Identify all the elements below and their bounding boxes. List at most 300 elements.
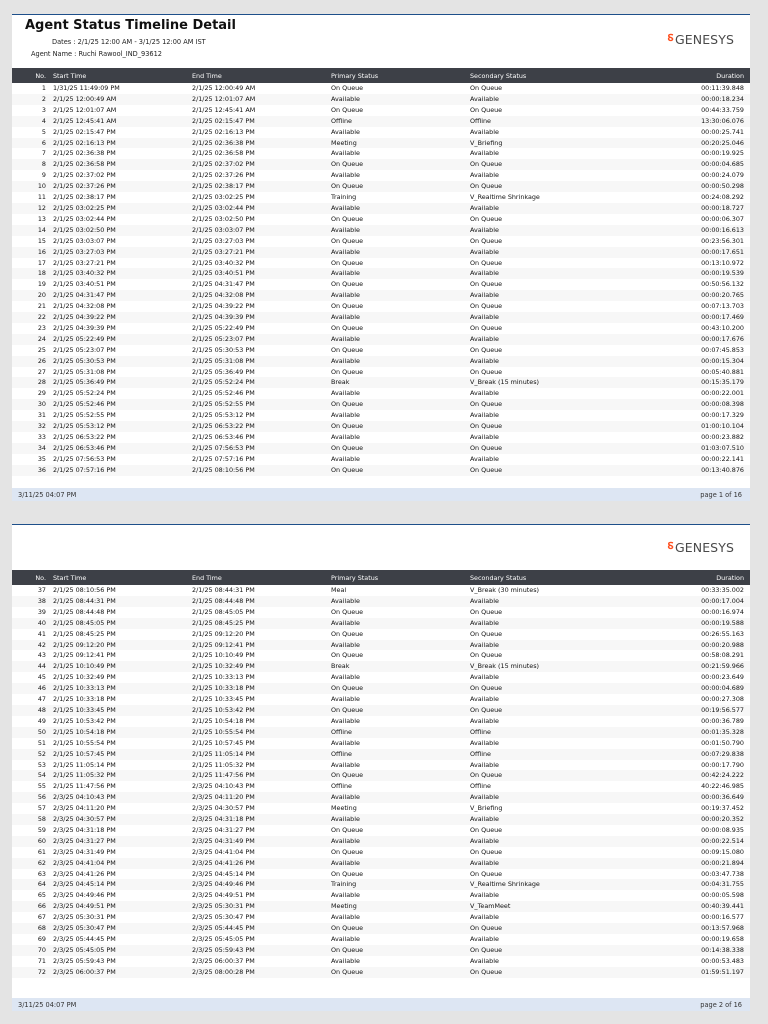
cell-duration: 00:58:08.291	[701, 651, 744, 660]
cell-duration: 00:01:50.790	[701, 738, 744, 747]
cell-start-time: 2/1/25 04:39:22 PM	[53, 313, 116, 322]
cell-no: 23	[37, 323, 46, 332]
cell-secondary-status: Available	[470, 760, 499, 769]
cell-primary-status: Available	[331, 313, 360, 322]
cell-end-time: 2/1/25 02:16:13 PM	[192, 127, 255, 136]
cell-no: 9	[41, 171, 46, 180]
table-row	[12, 650, 750, 661]
cell-secondary-status: On Queue	[470, 684, 503, 693]
cell-no: 57	[37, 804, 46, 813]
cell-no: 50	[37, 727, 46, 736]
cell-no: 53	[37, 760, 46, 769]
table-row	[12, 781, 750, 792]
table-row	[12, 159, 750, 170]
cell-no: 12	[37, 203, 46, 212]
cell-no: 14	[37, 225, 46, 234]
cell-duration: 01:00:10.104	[701, 422, 744, 431]
cell-no: 69	[37, 935, 46, 943]
table-row	[12, 912, 750, 923]
cell-no: 8	[41, 160, 46, 169]
cell-secondary-status: Available	[470, 956, 499, 965]
cell-duration: 00:44:33.759	[701, 105, 744, 114]
cell-secondary-status: On Queue	[470, 924, 503, 933]
cell-secondary-status: Available	[470, 640, 499, 649]
cell-secondary-status: On Queue	[470, 84, 503, 92]
cell-end-time: 2/3/25 04:31:18 PM	[192, 815, 255, 824]
cell-no: 25	[37, 345, 46, 354]
cell-primary-status: Available	[331, 858, 360, 867]
table-row	[12, 290, 750, 301]
report-page-1	[12, 14, 750, 501]
cell-primary-status: Available	[331, 389, 360, 398]
cell-no: 58	[37, 815, 46, 824]
cell-no: 40	[37, 618, 46, 627]
cell-no: 6	[41, 138, 46, 147]
cell-start-time: 2/3/25 05:30:31 PM	[53, 913, 116, 922]
cell-no: 19	[37, 280, 46, 289]
cell-start-time: 2/3/25 05:44:45 PM	[53, 935, 116, 943]
cell-end-time: 2/1/25 12:01:07 AM	[192, 94, 256, 103]
cell-secondary-status: Available	[470, 738, 499, 747]
cell-start-time: 2/1/25 04:39:39 PM	[53, 323, 116, 332]
cell-start-time: 2/1/25 02:16:13 PM	[53, 138, 116, 147]
cell-secondary-status: On Queue	[470, 323, 503, 332]
cell-end-time: 2/1/25 10:33:13 PM	[192, 673, 255, 682]
cell-primary-status: Available	[331, 454, 360, 463]
cell-duration: 00:19:56.577	[701, 705, 744, 714]
cell-secondary-status: Available	[470, 618, 499, 627]
cell-no: 10	[37, 182, 46, 191]
table-row	[12, 127, 750, 138]
cell-no: 4	[41, 116, 46, 125]
cell-start-time: 2/1/25 05:52:24 PM	[53, 389, 116, 398]
cell-start-time: 2/3/25 04:11:20 PM	[53, 804, 116, 813]
col-header-end-time: End Time	[189, 68, 328, 83]
table-row	[12, 618, 750, 629]
cell-start-time: 2/1/25 02:36:58 PM	[53, 160, 116, 169]
cell-no: 13	[37, 214, 46, 223]
table-row	[12, 203, 750, 214]
cell-end-time: 2/1/25 03:27:21 PM	[192, 247, 255, 256]
cell-start-time: 2/1/25 03:27:21 PM	[53, 258, 116, 267]
table-row	[12, 83, 750, 94]
cell-duration: 00:20:25.046	[701, 138, 744, 147]
table-body	[12, 83, 750, 476]
cell-primary-status: Meal	[331, 586, 347, 594]
cell-no: 52	[37, 749, 46, 758]
cell-secondary-status: Available	[470, 695, 499, 704]
cell-secondary-status: Available	[470, 935, 499, 943]
table-row	[12, 661, 750, 672]
cell-duration: 00:00:23.649	[701, 673, 744, 682]
table-row	[12, 923, 750, 934]
cell-no: 5	[41, 127, 46, 136]
cell-no: 26	[37, 356, 46, 365]
cell-secondary-status: On Queue	[470, 967, 503, 976]
cell-secondary-status: On Queue	[470, 214, 503, 223]
cell-duration: 00:00:22.141	[701, 454, 744, 463]
cell-duration: 00:00:08.398	[701, 400, 744, 409]
cell-duration: 00:00:23.882	[701, 433, 744, 441]
cell-duration: 00:00:53.483	[701, 956, 744, 965]
table-row	[12, 825, 750, 836]
cell-start-time: 2/1/25 11:05:14 PM	[53, 760, 116, 769]
table-row	[12, 705, 750, 716]
table-row	[12, 890, 750, 901]
cell-end-time: 2/1/25 12:45:41 AM	[192, 105, 256, 114]
table-row	[12, 749, 750, 760]
cell-no: 51	[37, 738, 46, 747]
col-header-end-time: End Time	[189, 570, 328, 585]
cell-end-time: 2/1/25 10:53:42 PM	[192, 705, 255, 714]
cell-primary-status: Available	[331, 225, 360, 234]
cell-secondary-status: Available	[470, 291, 499, 300]
cell-duration: 00:23:56.301	[701, 236, 744, 245]
cell-start-time: 2/1/25 06:53:46 PM	[53, 443, 116, 452]
cell-duration: 00:15:35.179	[701, 378, 744, 387]
cell-duration: 00:14:38.338	[701, 945, 744, 954]
cell-secondary-status: On Queue	[470, 443, 503, 452]
cell-start-time: 2/1/25 08:44:31 PM	[53, 596, 116, 605]
cell-start-time: 2/1/25 10:32:49 PM	[53, 673, 116, 682]
cell-secondary-status: On Queue	[470, 825, 503, 834]
cell-end-time: 2/3/25 05:30:47 PM	[192, 913, 255, 922]
cell-primary-status: On Queue	[331, 236, 364, 245]
cell-end-time: 2/3/25 08:00:28 PM	[192, 967, 255, 976]
table-row	[12, 770, 750, 781]
cell-primary-status: On Queue	[331, 280, 364, 289]
cell-start-time: 2/1/25 03:27:03 PM	[53, 247, 116, 256]
table-row	[12, 170, 750, 181]
cell-secondary-status: V_Realtime Shrinkage	[470, 193, 540, 202]
table-row	[12, 596, 750, 607]
cell-duration: 40:22:46.985	[701, 782, 744, 791]
cell-duration: 00:00:36.649	[701, 793, 744, 802]
cell-duration: 00:07:13.703	[701, 302, 744, 311]
table-body	[12, 585, 750, 978]
table-row	[12, 225, 750, 236]
cell-end-time: 2/1/25 02:36:38 PM	[192, 138, 255, 147]
cell-start-time: 2/1/25 05:22:49 PM	[53, 334, 116, 343]
cell-duration: 00:00:18.234	[701, 94, 744, 103]
cell-start-time: 2/3/25 04:49:51 PM	[53, 902, 116, 911]
footer-page-number: page 1 of 16	[700, 491, 742, 499]
cell-secondary-status: On Queue	[470, 258, 503, 267]
cell-secondary-status: On Queue	[470, 945, 503, 954]
cell-primary-status: On Queue	[331, 323, 364, 332]
cell-start-time: 2/1/25 12:01:07 AM	[53, 105, 117, 114]
cell-duration: 00:26:55.163	[701, 629, 744, 638]
cell-start-time: 2/1/25 05:30:53 PM	[53, 356, 116, 365]
cell-no: 48	[37, 705, 46, 714]
cell-end-time: 2/1/25 03:40:51 PM	[192, 269, 255, 278]
cell-secondary-status: On Queue	[470, 422, 503, 431]
table-row	[12, 301, 750, 312]
cell-secondary-status: Available	[470, 203, 499, 212]
page-footer	[12, 488, 750, 501]
page-footer	[12, 998, 750, 1011]
cell-start-time: 2/1/25 05:52:46 PM	[53, 400, 116, 409]
cell-duration: 00:07:29.838	[701, 749, 744, 758]
cell-end-time: 2/1/25 07:57:16 PM	[192, 454, 255, 463]
cell-no: 15	[37, 236, 46, 245]
cell-end-time: 2/1/25 10:55:54 PM	[192, 727, 255, 736]
table-row	[12, 181, 750, 192]
cell-end-time: 2/1/25 02:15:47 PM	[192, 116, 255, 125]
cell-primary-status: Available	[331, 596, 360, 605]
cell-no: 7	[41, 149, 46, 158]
table-row	[12, 334, 750, 345]
cell-primary-status: On Queue	[331, 182, 364, 191]
cell-start-time: 2/3/25 04:31:18 PM	[53, 825, 116, 834]
cell-primary-status: On Queue	[331, 400, 364, 409]
cell-primary-status: Break	[331, 378, 350, 387]
cell-primary-status: On Queue	[331, 160, 364, 169]
report-dates: Dates : 2/1/25 12:00 AM - 3/1/25 12:00 AM IST	[52, 38, 206, 46]
cell-end-time: 2/1/25 11:47:56 PM	[192, 771, 255, 780]
cell-primary-status: Available	[331, 673, 360, 682]
cell-duration: 00:00:17.004	[701, 596, 744, 605]
cell-primary-status: Available	[331, 334, 360, 343]
cell-no: 65	[37, 891, 46, 900]
cell-start-time: 2/3/25 04:30:57 PM	[53, 815, 116, 824]
cell-end-time: 2/1/25 06:53:46 PM	[192, 433, 255, 441]
cell-secondary-status: Available	[470, 596, 499, 605]
table-row	[12, 312, 750, 323]
cell-duration: 00:00:20.988	[701, 640, 744, 649]
cell-secondary-status: Available	[470, 334, 499, 343]
table-row	[12, 629, 750, 640]
cell-secondary-status: On Queue	[470, 302, 503, 311]
col-header-primary-status: Primary Status	[328, 68, 467, 83]
cell-primary-status: Available	[331, 149, 360, 158]
cell-start-time: 2/1/25 02:37:02 PM	[53, 171, 116, 180]
col-header-no: No.	[12, 68, 50, 83]
genesys-logo	[667, 30, 734, 48]
table-row	[12, 858, 750, 869]
table-row	[12, 116, 750, 127]
cell-end-time: 2/1/25 10:32:49 PM	[192, 662, 255, 671]
cell-primary-status: Available	[331, 411, 360, 420]
cell-duration: 00:00:05.598	[701, 891, 744, 900]
cell-no: 31	[37, 411, 46, 420]
cell-start-time: 2/3/25 04:45:14 PM	[53, 880, 116, 889]
cell-start-time: 2/1/25 10:55:54 PM	[53, 738, 116, 747]
cell-duration: 00:42:24.222	[701, 771, 744, 780]
cell-no: 33	[37, 433, 46, 441]
cell-primary-status: On Queue	[331, 302, 364, 311]
cell-duration: 00:00:27.308	[701, 695, 744, 704]
cell-primary-status: Meeting	[331, 804, 357, 813]
cell-no: 34	[37, 443, 46, 452]
cell-primary-status: On Queue	[331, 345, 364, 354]
cell-duration: 13:30:06.076	[701, 116, 744, 125]
cell-no: 36	[37, 465, 46, 474]
cell-secondary-status: Available	[470, 127, 499, 136]
cell-primary-status: On Queue	[331, 443, 364, 452]
cell-no: 47	[37, 695, 46, 704]
cell-primary-status: On Queue	[331, 607, 364, 616]
cell-primary-status: Available	[331, 269, 360, 278]
cell-secondary-status: Available	[470, 673, 499, 682]
table-row	[12, 727, 750, 738]
cell-duration: 00:24:08.292	[701, 193, 744, 202]
cell-start-time: 2/3/25 05:30:47 PM	[53, 924, 116, 933]
cell-start-time: 2/3/25 05:45:05 PM	[53, 945, 116, 954]
table-row	[12, 388, 750, 399]
cell-duration: 00:09:15.080	[701, 847, 744, 856]
cell-duration: 00:00:25.741	[701, 127, 744, 136]
cell-no: 21	[37, 302, 46, 311]
table-header-row	[12, 68, 750, 83]
cell-primary-status: Offline	[331, 116, 352, 125]
cell-start-time: 2/1/25 05:53:12 PM	[53, 422, 116, 431]
cell-end-time: 2/1/25 05:22:49 PM	[192, 323, 255, 332]
cell-secondary-status: Available	[470, 356, 499, 365]
cell-end-time: 2/1/25 08:45:25 PM	[192, 618, 255, 627]
col-header-start-time: Start Time	[50, 68, 189, 83]
cell-secondary-status: Available	[470, 389, 499, 398]
cell-duration: 00:00:21.894	[701, 858, 744, 867]
cell-start-time: 2/1/25 02:36:38 PM	[53, 149, 116, 158]
cell-end-time: 2/1/25 04:32:08 PM	[192, 291, 255, 300]
footer-timestamp: 3/11/25 04:07 PM	[18, 491, 77, 499]
cell-secondary-status: On Queue	[470, 869, 503, 878]
cell-primary-status: Offline	[331, 782, 352, 791]
cell-start-time: 2/3/25 05:59:43 PM	[53, 956, 116, 965]
cell-start-time: 2/1/25 03:40:32 PM	[53, 269, 116, 278]
cell-start-time: 2/1/25 11:05:32 PM	[53, 771, 116, 780]
cell-duration: 00:13:10.972	[701, 258, 744, 267]
cell-duration: 00:00:17.651	[701, 247, 744, 256]
cell-start-time: 2/1/25 04:31:47 PM	[53, 291, 116, 300]
cell-secondary-status: Available	[470, 836, 499, 845]
cell-start-time: 2/3/25 04:31:49 PM	[53, 847, 116, 856]
cell-no: 24	[37, 334, 46, 343]
cell-no: 38	[37, 596, 46, 605]
cell-no: 17	[37, 258, 46, 267]
cell-secondary-status: On Queue	[470, 345, 503, 354]
table-row	[12, 879, 750, 890]
cell-duration: 01:59:51.197	[701, 967, 744, 976]
cell-duration: 00:00:16.974	[701, 607, 744, 616]
cell-no: 61	[37, 847, 46, 856]
cell-primary-status: Available	[331, 127, 360, 136]
cell-end-time: 2/3/25 04:11:20 PM	[192, 793, 255, 802]
cell-end-time: 2/1/25 11:05:32 PM	[192, 760, 255, 769]
cell-no: 2	[41, 94, 46, 103]
cell-end-time: 2/1/25 05:53:12 PM	[192, 411, 255, 420]
table-row	[12, 345, 750, 356]
cell-start-time: 2/1/25 10:57:45 PM	[53, 749, 116, 758]
cell-secondary-status: Available	[470, 891, 499, 900]
logo-text: GENESYS	[674, 539, 734, 555]
cell-secondary-status: On Queue	[470, 160, 503, 169]
cell-primary-status: On Queue	[331, 684, 364, 693]
cell-start-time: 2/1/25 08:10:56 PM	[53, 586, 116, 594]
cell-primary-status: Available	[331, 716, 360, 725]
cell-primary-status: Training	[331, 193, 357, 202]
cell-end-time: 2/3/25 04:49:46 PM	[192, 880, 255, 889]
col-header-secondary-status: Secondary Status	[467, 570, 606, 585]
cell-primary-status: On Queue	[331, 214, 364, 223]
cell-end-time: 2/3/25 04:10:43 PM	[192, 782, 255, 791]
cell-end-time: 2/1/25 05:23:07 PM	[192, 334, 255, 343]
cell-no: 42	[37, 640, 46, 649]
cell-primary-status: Available	[331, 793, 360, 802]
cell-start-time: 2/1/25 05:52:55 PM	[53, 411, 116, 420]
cell-secondary-status: On Queue	[470, 771, 503, 780]
cell-primary-status: On Queue	[331, 367, 364, 376]
cell-no: 46	[37, 684, 46, 693]
cell-primary-status: Meeting	[331, 138, 357, 147]
cell-duration: 00:00:18.727	[701, 203, 744, 212]
cell-no: 28	[37, 378, 46, 387]
cell-secondary-status: Offline	[470, 749, 491, 758]
cell-primary-status: On Queue	[331, 825, 364, 834]
cell-secondary-status: Available	[470, 815, 499, 824]
cell-start-time: 2/1/25 04:32:08 PM	[53, 302, 116, 311]
cell-duration: 00:40:39.441	[701, 902, 744, 911]
cell-secondary-status: On Queue	[470, 236, 503, 245]
cell-duration: 00:00:19.588	[701, 618, 744, 627]
cell-duration: 00:00:17.329	[701, 411, 744, 420]
table-row	[12, 683, 750, 694]
cell-secondary-status: Available	[470, 225, 499, 234]
cell-secondary-status: On Queue	[470, 367, 503, 376]
cell-start-time: 2/1/25 10:33:45 PM	[53, 705, 116, 714]
cell-no: 35	[37, 454, 46, 463]
cell-secondary-status: On Queue	[470, 607, 503, 616]
cell-end-time: 2/1/25 10:10:49 PM	[192, 651, 255, 660]
cell-no: 56	[37, 793, 46, 802]
cell-duration: 00:00:50.298	[701, 182, 744, 191]
cell-duration: 00:00:16.613	[701, 225, 744, 234]
cell-end-time: 2/1/25 08:44:31 PM	[192, 586, 255, 594]
cell-primary-status: Available	[331, 203, 360, 212]
cell-end-time: 2/1/25 02:38:17 PM	[192, 182, 255, 191]
cell-no: 71	[37, 956, 46, 965]
cell-end-time: 2/1/25 09:12:20 PM	[192, 629, 255, 638]
cell-secondary-status: On Queue	[470, 651, 503, 660]
cell-secondary-status: V_Break (30 minutes)	[470, 586, 540, 594]
cell-primary-status: On Queue	[331, 967, 364, 976]
cell-end-time: 2/1/25 08:45:05 PM	[192, 607, 255, 616]
table-row	[12, 585, 750, 596]
cell-start-time: 2/1/25 08:44:48 PM	[53, 607, 116, 616]
cell-secondary-status: Available	[470, 269, 499, 278]
table-row	[12, 377, 750, 388]
cell-primary-status: Available	[331, 836, 360, 845]
cell-duration: 01:03:07.510	[701, 443, 744, 452]
col-header-primary-status: Primary Status	[328, 570, 467, 585]
table-row	[12, 934, 750, 945]
table-row	[12, 814, 750, 825]
table-row	[12, 803, 750, 814]
cell-duration: 00:00:15.304	[701, 356, 744, 365]
cell-secondary-status: Available	[470, 433, 499, 441]
cell-secondary-status: On Queue	[470, 400, 503, 409]
table-row	[12, 847, 750, 858]
cell-primary-status: Available	[331, 815, 360, 824]
cell-duration: 00:00:17.790	[701, 760, 744, 769]
cell-no: 44	[37, 662, 46, 671]
cell-secondary-status: Available	[470, 858, 499, 867]
table-row	[12, 356, 750, 367]
cell-secondary-status: Offline	[470, 727, 491, 736]
cell-end-time: 2/1/25 10:33:18 PM	[192, 684, 255, 693]
cell-primary-status: Meeting	[331, 902, 357, 911]
